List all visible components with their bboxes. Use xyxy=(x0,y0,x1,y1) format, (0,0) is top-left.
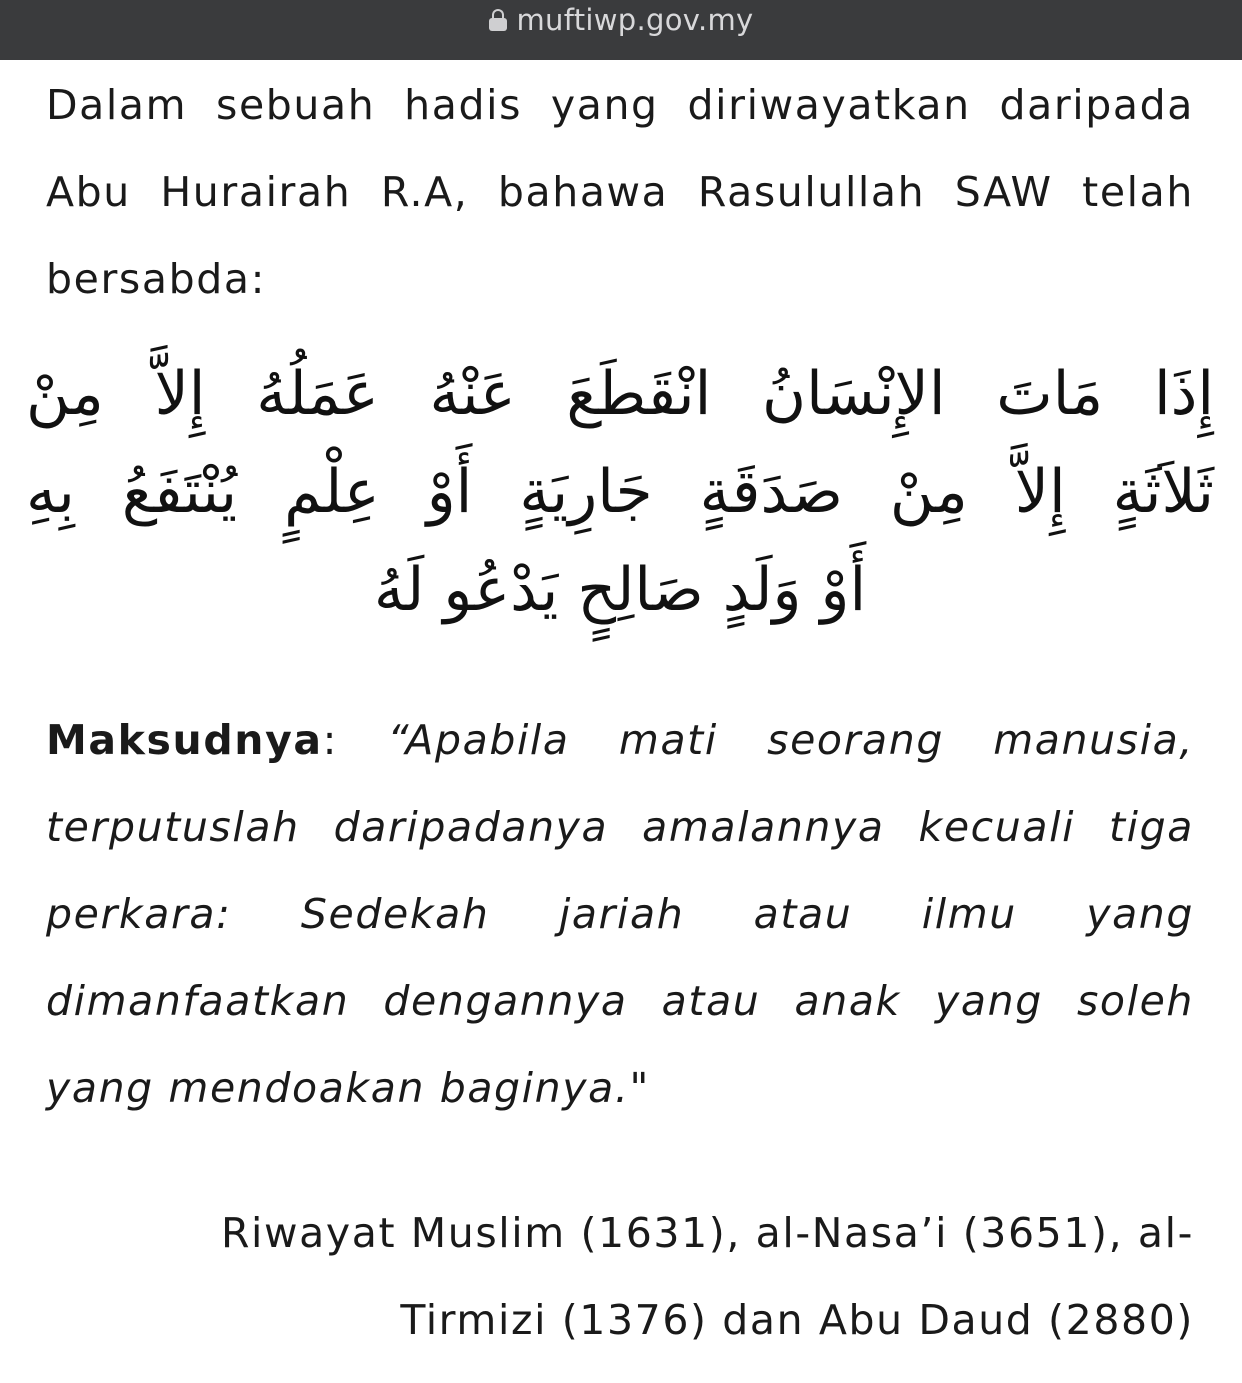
lock-icon xyxy=(489,9,507,31)
url-text: muftiwp.gov.my xyxy=(516,3,754,37)
meaning-colon: : xyxy=(322,716,388,764)
meaning-paragraph xyxy=(46,697,1194,1132)
url-display[interactable] xyxy=(489,3,754,37)
hadith-reference xyxy=(46,1190,1194,1364)
browser-address-bar[interactable] xyxy=(0,0,1242,60)
reference-line-2: Tirmizi (1376) dan Abu Daud (2880) xyxy=(400,1296,1194,1344)
reference-line-1: Riwayat Muslim (1631), al-Nasa’i (3651), al- xyxy=(220,1209,1194,1257)
intro-paragraph: Dalam sebuah hadis yang diriwayatkan daripada Abu Hurairah R.A, bahawa Rasulullah SAW telah bersabda: xyxy=(46,81,1194,303)
hadith-arabic-text xyxy=(26,345,1214,639)
arabic-line-1: إِذَا مَاتَ الإِنْسَانُ انْقَطَعَ عَنْهُ عَمَلُهُ إِلاَّ مِنْ xyxy=(26,359,1214,429)
meaning-label: Maksudnya xyxy=(46,716,323,764)
arabic-line-2: ثَلاَثَةٍ إِلاَّ مِنْ صَدَقَةٍ جَارِيَةٍ أَوْ عِلْمٍ يُنْتَفَعُ بِهِ xyxy=(26,457,1214,527)
article-content xyxy=(26,62,1214,1364)
arabic-line-3: أَوْ وَلَدٍ صَالِحٍ يَدْعُو لَهُ xyxy=(373,555,867,625)
meaning-translation: “Apabila mati seorang manusia, terputuslah daripadanya amalannya kecuali tiga perkara: Sedekah jariah atau ilmu yang dimanfaatkan dengannya atau anak yang soleh yang mendoakan baginya." xyxy=(46,716,1194,1112)
